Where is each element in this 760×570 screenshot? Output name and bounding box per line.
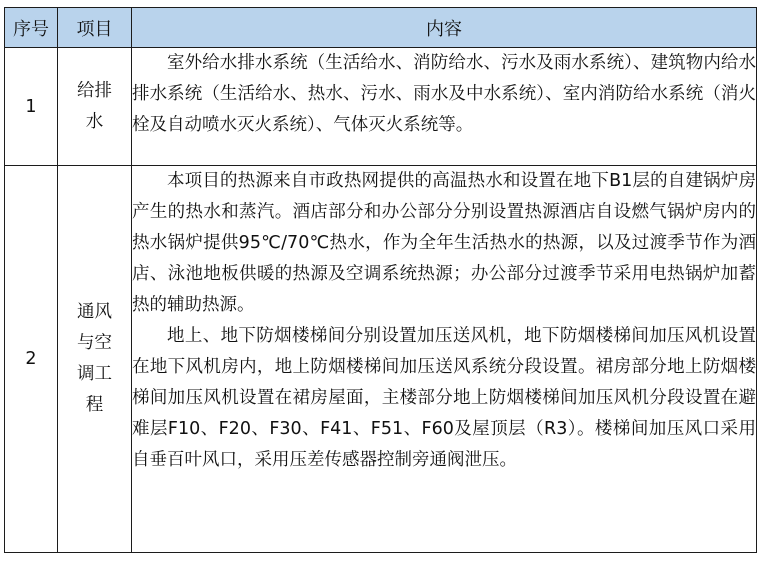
row-item xyxy=(58,166,132,553)
table-row xyxy=(5,166,757,553)
row-item xyxy=(58,48,132,166)
spec-table xyxy=(4,7,757,553)
row-item-text: 通风与空调工程 xyxy=(77,302,112,415)
row-item-text: 给排水 xyxy=(77,80,112,132)
content-paragraph: 地上、地下防烟楼梯间分别设置加压送风机，地下防烟楼梯间加压风机设置在地下风机房内，地上防烟楼梯间加压送风系统分段设置。裙房部分地上防烟楼梯间加压风机设置在裙房屋面，主楼部分地上防烟楼梯间加压风机分段设置在避难层F10、F20、F30、F41、F51、F60及屋顶层（R3）。楼梯间加压风口采用自垂百叶风口，采用压差传感器控制旁通阀泄压。 xyxy=(132,326,756,470)
header-row xyxy=(5,8,757,48)
row-content xyxy=(132,48,757,166)
table-row xyxy=(5,48,757,166)
header-index: 序号 xyxy=(5,8,58,48)
header-content: 内容 xyxy=(132,8,757,48)
row-index: 1 xyxy=(5,48,58,166)
header-item: 项目 xyxy=(58,8,132,48)
content-paragraph: 本项目的热源来自市政热网提供的高温热水和设置在地下B1层的自建锅炉房产生的热水和蒸汽。酒店部分和办公部分分别设置热源酒店自设燃气锅炉房内的热水锅炉提供95℃/70℃热水，作为全年生活热水的热源，以及过渡季节作为酒店、泳池地板供暖的热源及空调系统热源；办公部分过渡季节采用电热锅炉加蓄热的辅助热源。 xyxy=(132,171,756,315)
row-content xyxy=(132,166,757,553)
content-paragraph: 室外给水排水系统（生活给水、消防给水、污水及雨水系统）、建筑物内给水排水系统（生活给水、热水、污水、雨水及中水系统）、室内消防给水系统（消火栓及自动喷水灭火系统）、气体灭火系统等。 xyxy=(132,53,756,135)
row-index: 2 xyxy=(5,166,58,553)
